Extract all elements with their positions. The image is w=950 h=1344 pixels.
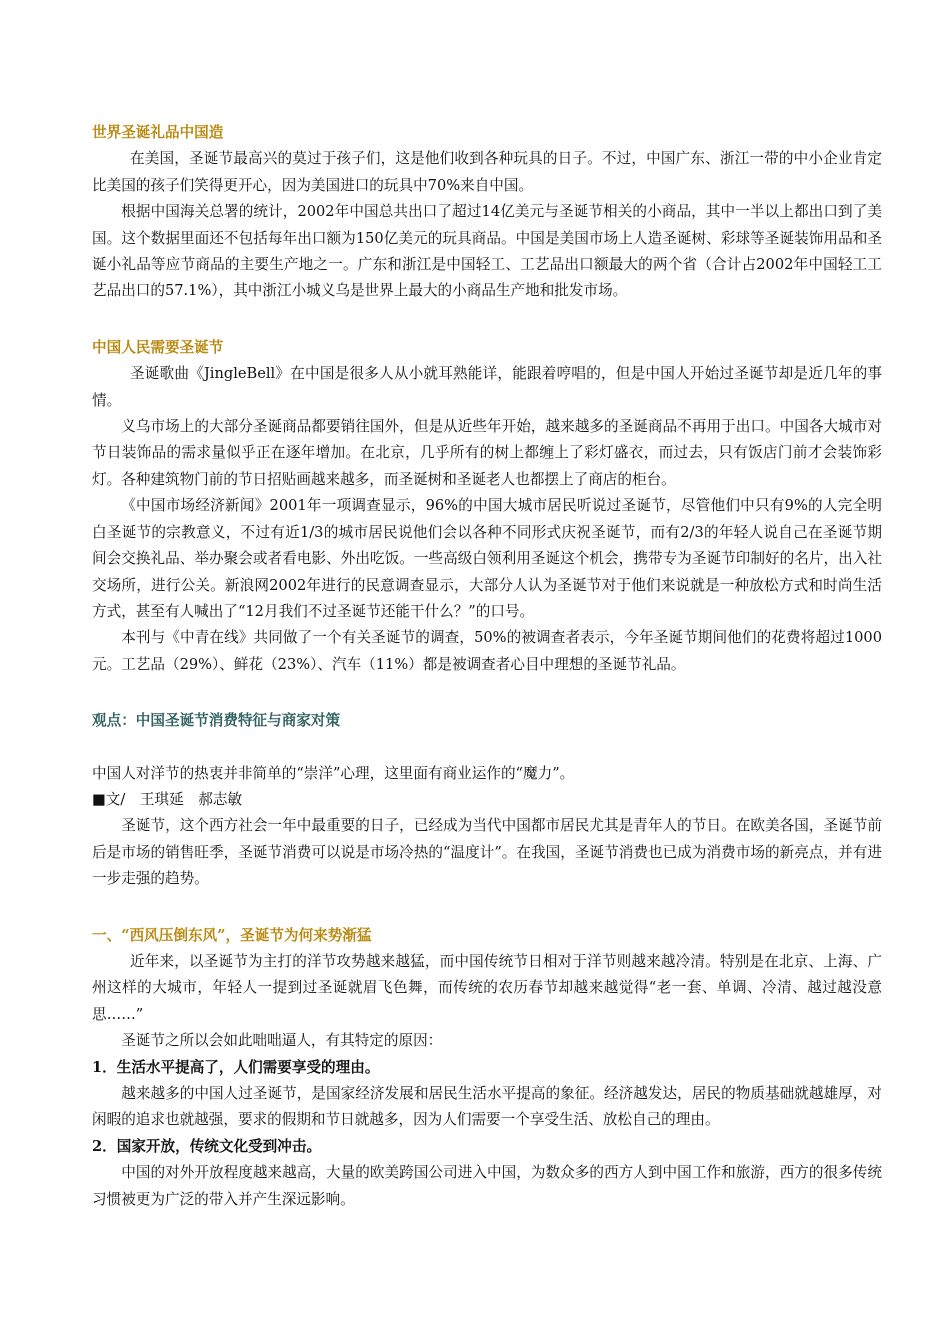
paragraph: 圣诞歌曲《JingleBell》在中国是很多人从小就耳熟能详，能跟着哼唱的，但是中国人开始过圣诞节却是近几年的事情。: [92, 365, 882, 409]
paragraph: 在美国，圣诞节最高兴的莫过于孩子们，这是他们收到各种玩具的日子。不过，中国广东、浙江一带的中小企业肯定比美国的孩子们笑得更开心，因为美国进口的玩具中70%来自中国。: [92, 150, 882, 194]
section-heading-viewpoint: 观点：中国圣诞节消费特征与商家对策: [92, 712, 341, 730]
reason-heading: 2．国家开放，传统文化受到冲击。: [92, 1137, 322, 1155]
article-body: [92, 120, 882, 1213]
lead-text: 中国人对洋节的热衷并非简单的“崇洋”心理，这里面有商业运作的“魔力”。: [92, 764, 575, 782]
paragraph: 圣诞节，这个西方社会一年中最重要的日子，已经成为当代中国都市居民尤其是青年人的节日。在欧美各国，圣诞节前后是市场的销售旺季，圣诞节消费可以说是市场冷热的“温度计”。在我国，圣诞节消费也已成为消费市场的新亮点，并有进一步走强的趋势。: [92, 817, 882, 888]
paragraph: 越来越多的中国人过圣诞节，是国家经济发展和居民生活水平提高的象征。经济越发达，居民的物质基础就越雄厚，对闲暇的追求也就越强，要求的假期和节日就越多，因为人们需要一个享受生活、放松自己的理由。: [92, 1085, 882, 1129]
paragraph: 《中国市场经济新闻》2001年一项调查显示，96%的中国大城市居民听说过圣诞节，尽管他们中只有9%的人完全明白圣诞节的宗教意义，不过有近1/3的城市居民说他们会以各种不同形式庆祝圣诞节，而有2/3的年轻人说自己在圣诞节期间会交换礼品、举办聚会或者看电影、外出吃饭。一些高级白领利用圣诞这个机会，携带专为圣诞节印制好的名片，出入社交场所，进行公关。新浪网2002年进行的民意调查显示，大部分人认为圣诞节对于他们来说就是一种放松方式和时尚生活方式，甚至有人喊出了“12月我们不过圣诞节还能干什么？”的口号。: [92, 497, 882, 620]
paragraph: 本刊与《中青在线》共同做了一个有关圣诞节的调查，50%的被调查者表示，今年圣诞节期间他们的花费将超过1000元。工艺品（29%）、鲜花（23%）、汽车（11%）都是被调查者心目中理想的圣诞节礼品。: [92, 629, 882, 673]
paragraph: 圣诞节之所以会如此咄咄逼人，有其特定的原因：: [121, 1032, 443, 1050]
reason-heading: 1．生活水平提高了，人们需要享受的理由。: [92, 1058, 380, 1076]
paragraph: 根据中国海关总署的统计，2002年中国总共出口了超过14亿美元与圣诞节相关的小商品，其中一半以上都出口到了美国。这个数据里面还不包括每年出口额为150亿美元的玩具商品。中国是美国市场上人造圣诞树、彩球等圣诞装饰用品和圣诞小礼品等应节商品的主要生产地之一。广东和浙江是中国轻工、工艺品出口额最大的两个省（合计占2002年中国轻工工艺品出口的57.1%），其中浙江小城义乌是世界上最大的小商品生产地和批发市场。: [92, 203, 882, 300]
section-heading-need: 中国人民需要圣诞节: [92, 338, 224, 356]
byline: ■文/ 王琪延 郝志敏: [92, 790, 243, 808]
section-heading-part1: 一、“西风压倒东风”，圣诞节为何来势渐猛: [92, 926, 372, 944]
paragraph: 义乌市场上的大部分圣诞商品都要销往国外，但是从近些年开始，越来越多的圣诞商品不再用于出口。中国各大城市对节日装饰品的需求量似乎正在逐年增加。在北京，几乎所有的树上都缠上了彩灯盛衣，而过去，只有饭店门前才会装饰彩灯。各种建筑物门前的节日招贴画越来越多，而圣诞树和圣诞老人也都摆上了商店的柜台。: [92, 418, 882, 488]
section-heading-gifts: 世界圣诞礼品中国造: [92, 124, 224, 141]
paragraph: 近年来，以圣诞节为主打的洋节攻势越来越猛，而中国传统节日相对于洋节则越来越冷清。特别是在北京、上海、广州这样的大城市，年轻人一提到过圣诞就眉飞色舞，而传统的农历春节却越来越觉得“老一套、单调、冷清、越过越没意思……”: [92, 952, 882, 1023]
paragraph: 中国的对外开放程度越来越高，大量的欧美跨国公司进入中国，为数众多的西方人到中国工作和旅游，西方的很多传统习惯被更为广泛的带入并产生深远影响。: [92, 1164, 882, 1208]
